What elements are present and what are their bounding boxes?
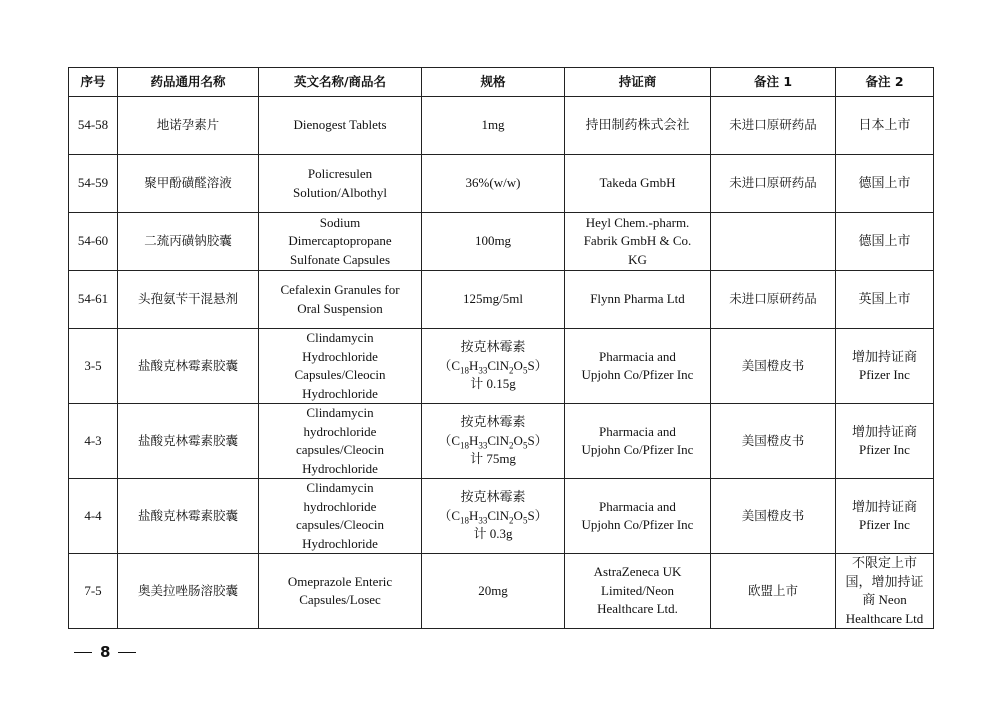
- cell-license-holder: [565, 329, 711, 404]
- page-number: 8: [100, 643, 111, 661]
- cell-note-2: [836, 404, 934, 479]
- license-holder-line: Upjohn Co/Pfizer Inc: [581, 367, 694, 382]
- note-2-line: 不限定上市: [851, 555, 917, 570]
- note-1-line: 欧盟上市: [747, 582, 798, 598]
- specification-line: 36%(w/w): [465, 175, 521, 191]
- english-name-line: Hydrochloride: [302, 348, 378, 364]
- cell-note-2: [836, 155, 934, 213]
- english-name-line: hydrochloride: [303, 498, 377, 514]
- header-serial: 序号: [69, 68, 118, 97]
- english-name-line: Dimercaptopropane: [288, 233, 392, 249]
- table-row: [69, 97, 934, 155]
- specification-prefix: 按克林霉素: [460, 414, 526, 430]
- footer-dash-right: [118, 652, 136, 653]
- cell-english-name: [259, 97, 422, 155]
- note-1-line: 美国橙皮书: [741, 432, 805, 448]
- cell-specification: [422, 479, 565, 554]
- cell-serial: 4-4: [69, 479, 118, 554]
- english-name-line: capsules/Cleocin: [295, 442, 385, 457]
- english-name-line: Omeprazole Enteric: [287, 573, 393, 589]
- note-2-line: 德国上市: [858, 175, 911, 191]
- specification-line: 1mg: [481, 117, 505, 133]
- cell-license-holder: [565, 404, 711, 479]
- english-name-line: Clindamycin: [306, 480, 374, 495]
- cell-note-2: [836, 213, 934, 271]
- cell-specification: [422, 97, 565, 155]
- table-row: [69, 404, 934, 479]
- cell-note-2: [836, 554, 934, 629]
- cell-note-1: [711, 213, 836, 271]
- cell-serial: 4-3: [69, 404, 118, 479]
- note-2-line: Healthcare Ltd: [845, 610, 924, 626]
- cell-specification: [422, 404, 565, 479]
- note-2-line: Pfizer Inc: [859, 367, 910, 382]
- chemical-formula: $(C_{18}H_{33}ClN_2O_5S)$: [438, 432, 548, 451]
- specification-line: 125mg/5ml: [463, 291, 523, 307]
- english-name-line: Sulfonate Capsules: [289, 251, 390, 267]
- license-holder-line: 持田制药株式会社: [585, 117, 690, 133]
- cell-license-holder: [565, 155, 711, 213]
- cell-note-2: [836, 479, 934, 554]
- cell-english-name: [259, 554, 422, 629]
- cell-english-name: [259, 155, 422, 213]
- page-footer: [66, 643, 144, 661]
- english-name-line: Capsules/Losec: [299, 592, 381, 607]
- note-2-line: 日本上市: [858, 117, 911, 133]
- specification-suffix: 计 75mg: [470, 451, 516, 467]
- note-1-line: 未进口原研药品: [729, 175, 817, 191]
- note-2-line: 增加持证商: [851, 348, 917, 364]
- cell-specification: [422, 554, 565, 629]
- cell-english-name: [259, 404, 422, 479]
- english-name-line: capsules/Cleocin: [295, 517, 385, 532]
- english-name-line: Cefalexin Granules for: [280, 282, 400, 297]
- cell-note-1: [711, 155, 836, 213]
- license-holder-line: Pharmacia and: [599, 498, 676, 514]
- cell-note-2: [836, 329, 934, 404]
- english-name-line: Hydrochloride: [302, 460, 378, 476]
- english-name-line: Hydrochloride: [302, 535, 378, 551]
- license-holder-line: Flynn Pharma Ltd: [590, 291, 685, 307]
- cell-generic-name: 二巯丙磺钠胶囊: [118, 213, 259, 271]
- cell-english-name: [259, 213, 422, 271]
- note-2-line: 英国上市: [858, 291, 911, 307]
- cell-license-holder: [565, 213, 711, 271]
- english-name-line: Clindamycin: [306, 405, 374, 420]
- chemical-formula: $(C_{18}H_{33}ClN_2O_5S)$: [438, 357, 548, 376]
- cell-specification: [422, 329, 565, 404]
- header-note-1: 备注 1: [711, 68, 836, 97]
- table-row: [69, 155, 934, 213]
- table-row: [69, 213, 934, 271]
- license-holder-line: Healthcare Ltd.: [597, 601, 678, 617]
- cell-generic-name: 盐酸克林霉素胶囊: [118, 329, 259, 404]
- license-holder-line: Pharmacia and: [599, 348, 676, 364]
- drug-list-table: [68, 67, 934, 629]
- header-english-name: 英文名称/商品名: [259, 68, 422, 97]
- cell-generic-name: 头孢氨苄干混悬剂: [118, 271, 259, 329]
- cell-license-holder: [565, 271, 711, 329]
- specification-prefix: 按克林霉素: [460, 339, 526, 355]
- license-holder-line: Upjohn Co/Pfizer Inc: [581, 517, 694, 532]
- cell-note-1: [711, 329, 836, 404]
- license-holder-line: KG: [628, 251, 647, 267]
- cell-note-2: [836, 271, 934, 329]
- license-holder-line: Upjohn Co/Pfizer Inc: [581, 442, 694, 457]
- english-name-line: Oral Suspension: [297, 300, 383, 316]
- cell-serial: 54-60: [69, 213, 118, 271]
- note-2-line: 德国上市: [858, 233, 911, 249]
- header-specification: 规格: [422, 68, 565, 97]
- table-row: [69, 479, 934, 554]
- specification-prefix: 按克林霉素: [460, 489, 526, 505]
- license-holder-line: Heyl Chem.-pharm.: [585, 214, 690, 230]
- license-holder-line: Fabrik GmbH & Co.: [583, 233, 692, 249]
- cell-generic-name: 地诺孕素片: [118, 97, 259, 155]
- english-name-line: Policresulen: [307, 166, 373, 181]
- cell-serial: 54-58: [69, 97, 118, 155]
- table-row: [69, 271, 934, 329]
- cell-serial: 54-61: [69, 271, 118, 329]
- header-note-2: 备注 2: [836, 68, 934, 97]
- note-1-line: 美国橙皮书: [741, 357, 805, 373]
- cell-license-holder: [565, 554, 711, 629]
- table-header-row: [69, 68, 934, 97]
- cell-license-holder: [565, 479, 711, 554]
- english-name-line: Hydrochloride: [302, 385, 378, 401]
- cell-note-1: [711, 554, 836, 629]
- english-name-line: Clindamycin: [306, 330, 374, 345]
- cell-note-1: [711, 97, 836, 155]
- cell-note-1: [711, 404, 836, 479]
- english-name-line: Solution/Albothyl: [293, 184, 387, 200]
- english-name-line: Capsules/Cleocin: [294, 367, 386, 382]
- note-2-line: 增加持证商: [851, 498, 917, 514]
- cell-serial: 7-5: [69, 554, 118, 629]
- specification-line: 20mg: [478, 582, 508, 598]
- specification-suffix: 计 0.3g: [473, 526, 513, 542]
- cell-serial: 3-5: [69, 329, 118, 404]
- cell-english-name: [259, 271, 422, 329]
- cell-specification: [422, 271, 565, 329]
- license-holder-line: AstraZeneca UK: [593, 564, 682, 580]
- specification-line: 100mg: [474, 233, 512, 249]
- header-generic-name: 药品通用名称: [118, 68, 259, 97]
- note-1-line: 美国橙皮书: [741, 507, 805, 523]
- cell-note-1: [711, 271, 836, 329]
- cell-generic-name: 盐酸克林霉素胶囊: [118, 404, 259, 479]
- cell-serial: 54-59: [69, 155, 118, 213]
- specification-suffix: 计 0.15g: [470, 376, 516, 392]
- chemical-formula: $(C_{18}H_{33}ClN_2O_5S)$: [438, 507, 548, 526]
- table-row: [69, 329, 934, 404]
- note-2-line: Pfizer Inc: [859, 517, 910, 532]
- cell-generic-name: 聚甲酚磺醛溶液: [118, 155, 259, 213]
- cell-note-1: [711, 479, 836, 554]
- english-name-line: hydrochloride: [303, 423, 377, 439]
- note-1-line: 未进口原研药品: [729, 117, 817, 133]
- note-2-line: 增加持证商: [851, 423, 917, 439]
- table-row: [69, 554, 934, 629]
- cell-english-name: [259, 479, 422, 554]
- note-1-line: 未进口原研药品: [729, 291, 817, 307]
- header-license-holder: 持证商: [565, 68, 711, 97]
- cell-license-holder: [565, 97, 711, 155]
- license-holder-line: Limited/Neon: [601, 582, 674, 598]
- note-2-line: 国，增加持证: [845, 573, 924, 589]
- note-2-line: 商 Neon: [862, 592, 907, 607]
- cell-generic-name: 奥美拉唑肠溶胶囊: [118, 554, 259, 629]
- cell-specification: [422, 155, 565, 213]
- cell-generic-name: 盐酸克林霉素胶囊: [118, 479, 259, 554]
- cell-specification: [422, 213, 565, 271]
- footer-dash-left: [74, 652, 92, 653]
- cell-english-name: [259, 329, 422, 404]
- table-body: [69, 97, 934, 629]
- license-holder-line: Takeda GmbH: [599, 175, 676, 191]
- cell-note-2: [836, 97, 934, 155]
- license-holder-line: Pharmacia and: [599, 423, 676, 439]
- english-name-line: Sodium: [319, 214, 361, 230]
- note-2-line: Pfizer Inc: [859, 442, 910, 457]
- english-name-line: Dienogest Tablets: [293, 117, 387, 133]
